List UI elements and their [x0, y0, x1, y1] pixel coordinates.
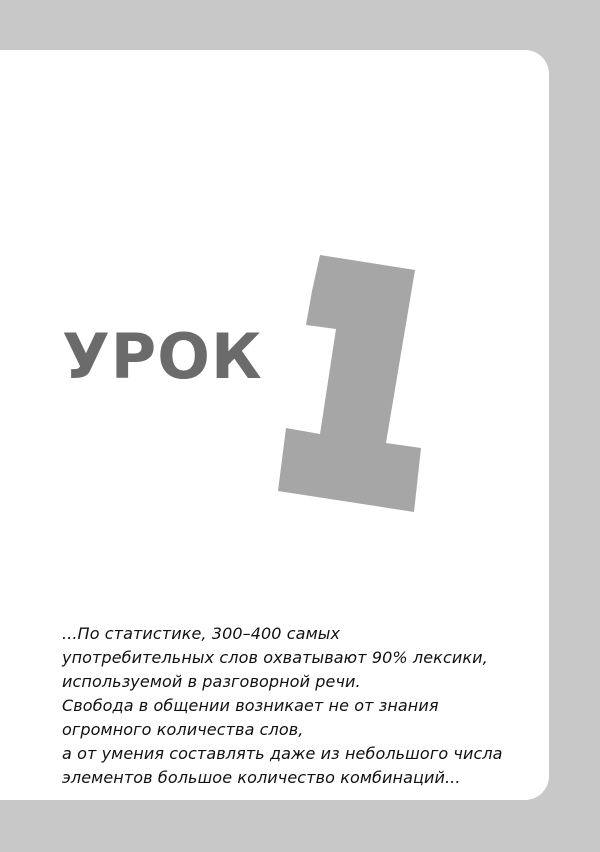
- quote-line: употребительных слов охватывают 90% лексики,: [62, 648, 488, 667]
- quote-line: огромного количества слов,: [62, 720, 304, 739]
- quote-line: а от умения составлять даже из небольшого числа: [62, 744, 503, 763]
- page-card: [0, 50, 549, 800]
- quote-line: элементов большое количество комбинаций...: [62, 768, 461, 787]
- lesson-number-graphic: [278, 255, 428, 515]
- quote-line: ...По статистике, 300–400 самых: [62, 624, 341, 643]
- lesson-number-shape: [278, 255, 421, 512]
- quote-block: [62, 622, 532, 790]
- lesson-title: УРОК: [62, 320, 263, 393]
- quote-line: используемой в разговорной речи.: [62, 672, 361, 691]
- quote-line: Свобода в общении возникает не от знания: [62, 696, 439, 715]
